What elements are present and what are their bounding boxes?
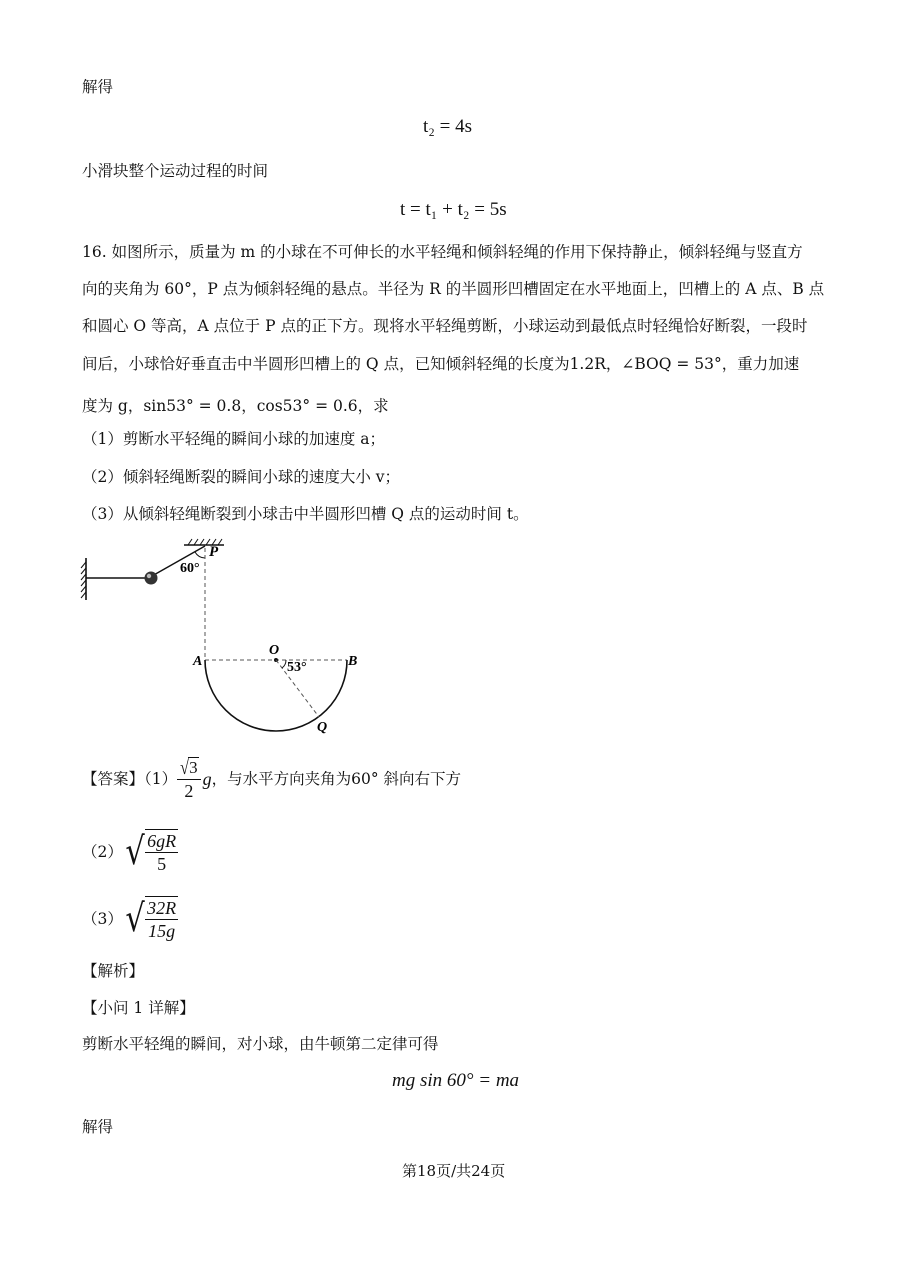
answer-3 — [82, 893, 178, 945]
answer-label: 【答案】（1） — [82, 770, 178, 788]
answer-1-text: ，与水平方向夹角为60° 斜向右下方 — [211, 770, 462, 788]
newton-equation — [392, 1070, 519, 1092]
sqrt-sign: √ — [125, 896, 145, 940]
answer-1 — [82, 755, 461, 803]
sub-question-2: （2）倾斜轻绳断裂的瞬间小球的速度大小 v； — [82, 468, 401, 486]
answer-3-label: （3） — [82, 910, 123, 928]
sqrt-sign: √ — [125, 829, 145, 873]
equation-t-total — [400, 199, 507, 221]
page-footer: 第18页/共24页 — [402, 1162, 506, 1180]
answer-1-g: g — [202, 769, 212, 789]
sub-question-1-detail-heading: 【小问 1 详解】 — [82, 999, 195, 1017]
angle-53-arc — [282, 660, 286, 668]
answer-2-sqrt — [123, 829, 178, 875]
answer-2-radicand — [145, 829, 178, 875]
angle-60-arc — [195, 552, 205, 558]
left-wall — [81, 558, 86, 600]
answer-1-denominator: 2 — [184, 781, 194, 802]
answer-2-numerator: 6gR — [147, 831, 177, 851]
sub-question-1-detail-text: 剪断水平轻绳的瞬间，对小球，由牛顿第二定律可得 — [82, 1035, 439, 1053]
answer-3-fraction — [145, 897, 178, 942]
answer-3-denominator: 15g — [148, 921, 176, 941]
answer-2-label: （2） — [82, 843, 123, 861]
answer-1-fraction — [177, 756, 200, 803]
jiede-label-2: 解得 — [82, 1118, 114, 1136]
physics-diagram — [80, 538, 370, 738]
question-16-line-3: 和圆心 O 等高，A 点位于 P 点的正下方。现将水平轻绳剪断，小球运动到最低点时轻绳恰好断裂，一段时 — [82, 317, 808, 335]
newton-equation-text: mg sin 60° = ma — [392, 1070, 520, 1091]
sub-question-1: （1）剪断水平轻绳的瞬间小球的加速度 a； — [82, 430, 386, 448]
label-q: Q — [317, 720, 328, 735]
jiede-label-1: 解得 — [82, 78, 114, 96]
label-60: 60° — [180, 561, 200, 576]
answer-3-sqrt — [123, 896, 178, 942]
answer-1-numerator — [177, 756, 200, 781]
label-53: 53° — [287, 660, 307, 675]
question-16-line-2: 向的夹角为 60°，P 点为倾斜轻绳的悬点。半径为 R 的半圆形凹槽固定在水平地面上，凹槽上的 A 点、B 点 — [82, 280, 825, 298]
answer-2-fraction — [145, 830, 178, 875]
equation-t2 — [423, 116, 472, 138]
answer-3-radicand — [145, 896, 178, 942]
answer-1-radicand: 3 — [189, 758, 198, 778]
question-16-line-4: 间后，小球恰好垂直击中半圆形凹槽上的 Q 点，已知倾斜轻绳的长度为1.2R，∠BOQ = 53°，重力加速 — [82, 355, 800, 373]
label-p: P — [209, 544, 219, 560]
answer-3-numerator: 32R — [147, 898, 177, 918]
question-16-line-5: 度为 g，sin53° = 0.8，cos53° = 0.6，求 — [82, 397, 389, 415]
answer-2 — [82, 826, 178, 878]
analysis-heading: 【解析】 — [82, 962, 145, 980]
sub-question-3: （3）从倾斜轻绳断裂到小球击中半圆形凹槽 Q 点的运动时间 t。 — [82, 505, 529, 523]
answer-1-sqrt — [179, 757, 198, 779]
equation-t-total-text: t = t₁ + t₂ = 5s — [400, 199, 507, 220]
ball — [145, 572, 158, 585]
label-b: B — [348, 654, 358, 669]
sqrt-sign: √ — [180, 757, 190, 780]
label-o: O — [269, 643, 280, 658]
label-a: A — [193, 654, 203, 669]
answer-2-denominator: 5 — [157, 854, 167, 874]
equation-t2-text: t₂ = 4s — [423, 116, 473, 137]
question-16-line-1: 16. 如图所示，质量为 m 的小球在不可伸长的水平轻绳和倾斜轻绳的作用下保持静止，倾斜轻绳与竖直方 — [82, 243, 803, 261]
total-time-label: 小滑块整个运动过程的时间 — [82, 162, 269, 180]
